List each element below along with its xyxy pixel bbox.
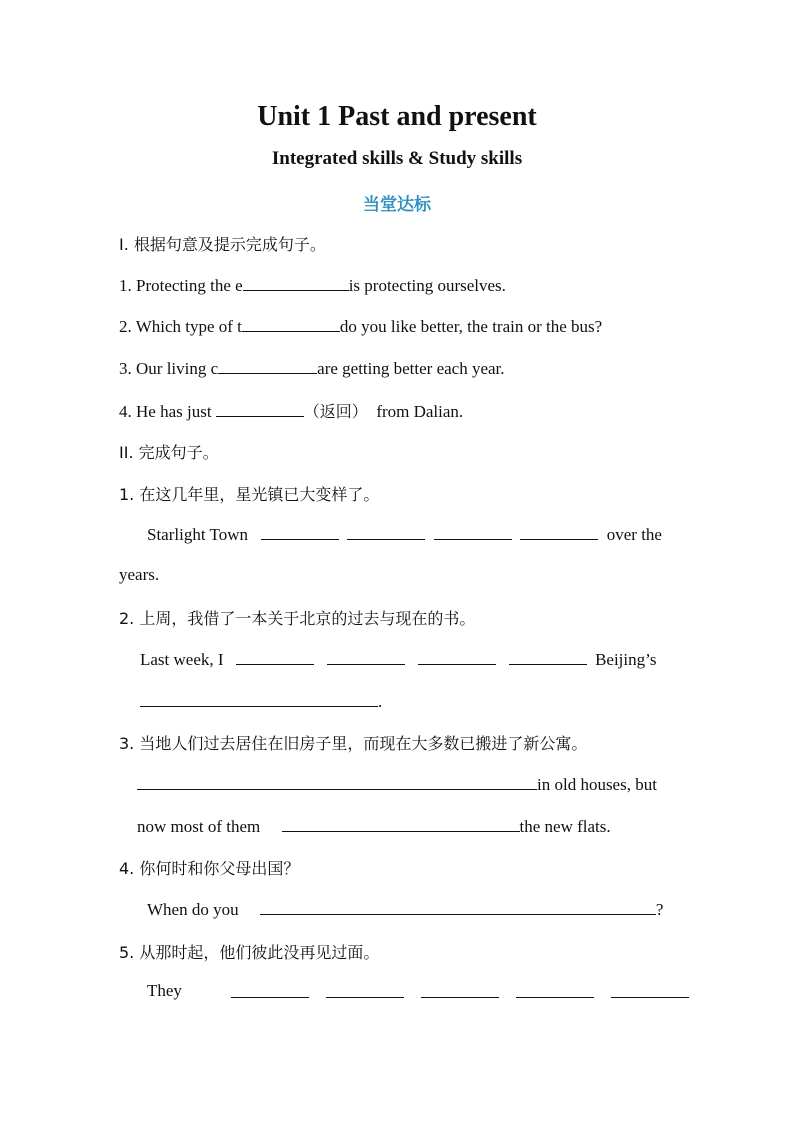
answer-blank[interactable]: [217, 773, 297, 790]
answer-blank[interactable]: [140, 690, 378, 707]
answer-blank[interactable]: [520, 523, 598, 540]
answer-blank[interactable]: [218, 357, 317, 374]
q2-text-a: 2. Which type of t: [119, 317, 242, 336]
part2-q2-cn: 2. 上周，我借了一本关于北京的过去与现在的书。: [119, 609, 476, 628]
answer-blank[interactable]: [260, 898, 656, 915]
q3-lead: now most of them: [137, 817, 261, 836]
q1-text-a: 1. Protecting the e: [119, 276, 243, 295]
answer-blank[interactable]: [231, 981, 309, 998]
q4-text-a: 4. He has just: [119, 402, 216, 421]
answer-blank[interactable]: [611, 981, 689, 998]
part2-heading: II. 完成句子。: [119, 443, 219, 462]
q2-tail: Beijing’s: [595, 650, 657, 669]
part1-q2: [119, 315, 602, 337]
q4-lead: When do you: [147, 900, 239, 919]
q5-lead: They: [147, 981, 182, 1000]
q4-hint: （返回）: [303, 402, 368, 421]
part2-q2-wrap: [140, 690, 382, 712]
answer-blank[interactable]: [418, 648, 496, 665]
section-tag: 当堂达标: [363, 195, 431, 215]
part2-q5-cn: 5. 从那时起，他们彼此没再见过面。: [119, 943, 380, 962]
answer-blank[interactable]: [243, 274, 349, 291]
answer-blank[interactable]: [236, 648, 314, 665]
page-title: Unit 1 Past and present: [257, 101, 537, 132]
part2-q1-cn: 1. 在这几年里，星光镇已大变样了。: [119, 485, 380, 504]
part2-q5-blanks: [231, 981, 689, 1003]
answer-blank[interactable]: [297, 773, 377, 790]
part2-q1-wrap: years.: [119, 565, 160, 584]
answer-blank[interactable]: [282, 815, 520, 832]
part1-q3: [119, 357, 505, 379]
q4-text-b: from Dalian.: [376, 402, 464, 421]
part2-q5-line: [147, 981, 182, 1001]
q3-tail: in old houses, but: [537, 775, 657, 794]
answer-blank[interactable]: [421, 981, 499, 998]
q3-end: the new flats.: [519, 817, 611, 836]
q2-text-b: do you like better, the train or the bus?: [339, 317, 603, 336]
part2-q2-line: [140, 648, 656, 670]
part2-q3-line: [137, 773, 657, 795]
part1-q4: [119, 399, 463, 422]
part2-q3-cn: 3. 当地人们过去居住在旧房子里，而现在大多数已搬进了新公寓。: [119, 734, 588, 753]
page-subtitle: Integrated skills & Study skills: [271, 148, 523, 169]
answer-blank[interactable]: [261, 523, 339, 540]
q3-text-b: are getting better each year.: [317, 359, 505, 378]
part2-q4-cn: 4. 你何时和你父母出国？: [119, 859, 300, 878]
part2-q4-line: [147, 898, 663, 920]
part2-q1-line: [147, 523, 662, 545]
q1-tail: over the: [606, 525, 662, 544]
answer-blank[interactable]: [137, 773, 217, 790]
answer-blank[interactable]: [457, 773, 537, 790]
q4-end: ?: [655, 900, 664, 919]
answer-blank[interactable]: [516, 981, 594, 998]
answer-blank[interactable]: [377, 773, 457, 790]
part1-heading: I. 根据句意及提示完成句子。: [119, 235, 326, 254]
answer-blank[interactable]: [216, 400, 304, 417]
answer-blank[interactable]: [242, 315, 340, 332]
q2-lead: Last week, I: [140, 650, 224, 669]
answer-blank[interactable]: [434, 523, 512, 540]
part1-q1: [119, 274, 506, 296]
q1-lead: Starlight Town: [147, 525, 248, 544]
part2-q3-wrap: [137, 815, 611, 837]
answer-blank[interactable]: [509, 648, 587, 665]
q3-text-a: 3. Our living c: [119, 359, 219, 378]
answer-blank[interactable]: [327, 648, 405, 665]
answer-blank[interactable]: [326, 981, 404, 998]
q2-period: .: [378, 692, 383, 711]
answer-blank[interactable]: [347, 523, 425, 540]
q1-text-b: is protecting ourselves.: [348, 276, 506, 295]
